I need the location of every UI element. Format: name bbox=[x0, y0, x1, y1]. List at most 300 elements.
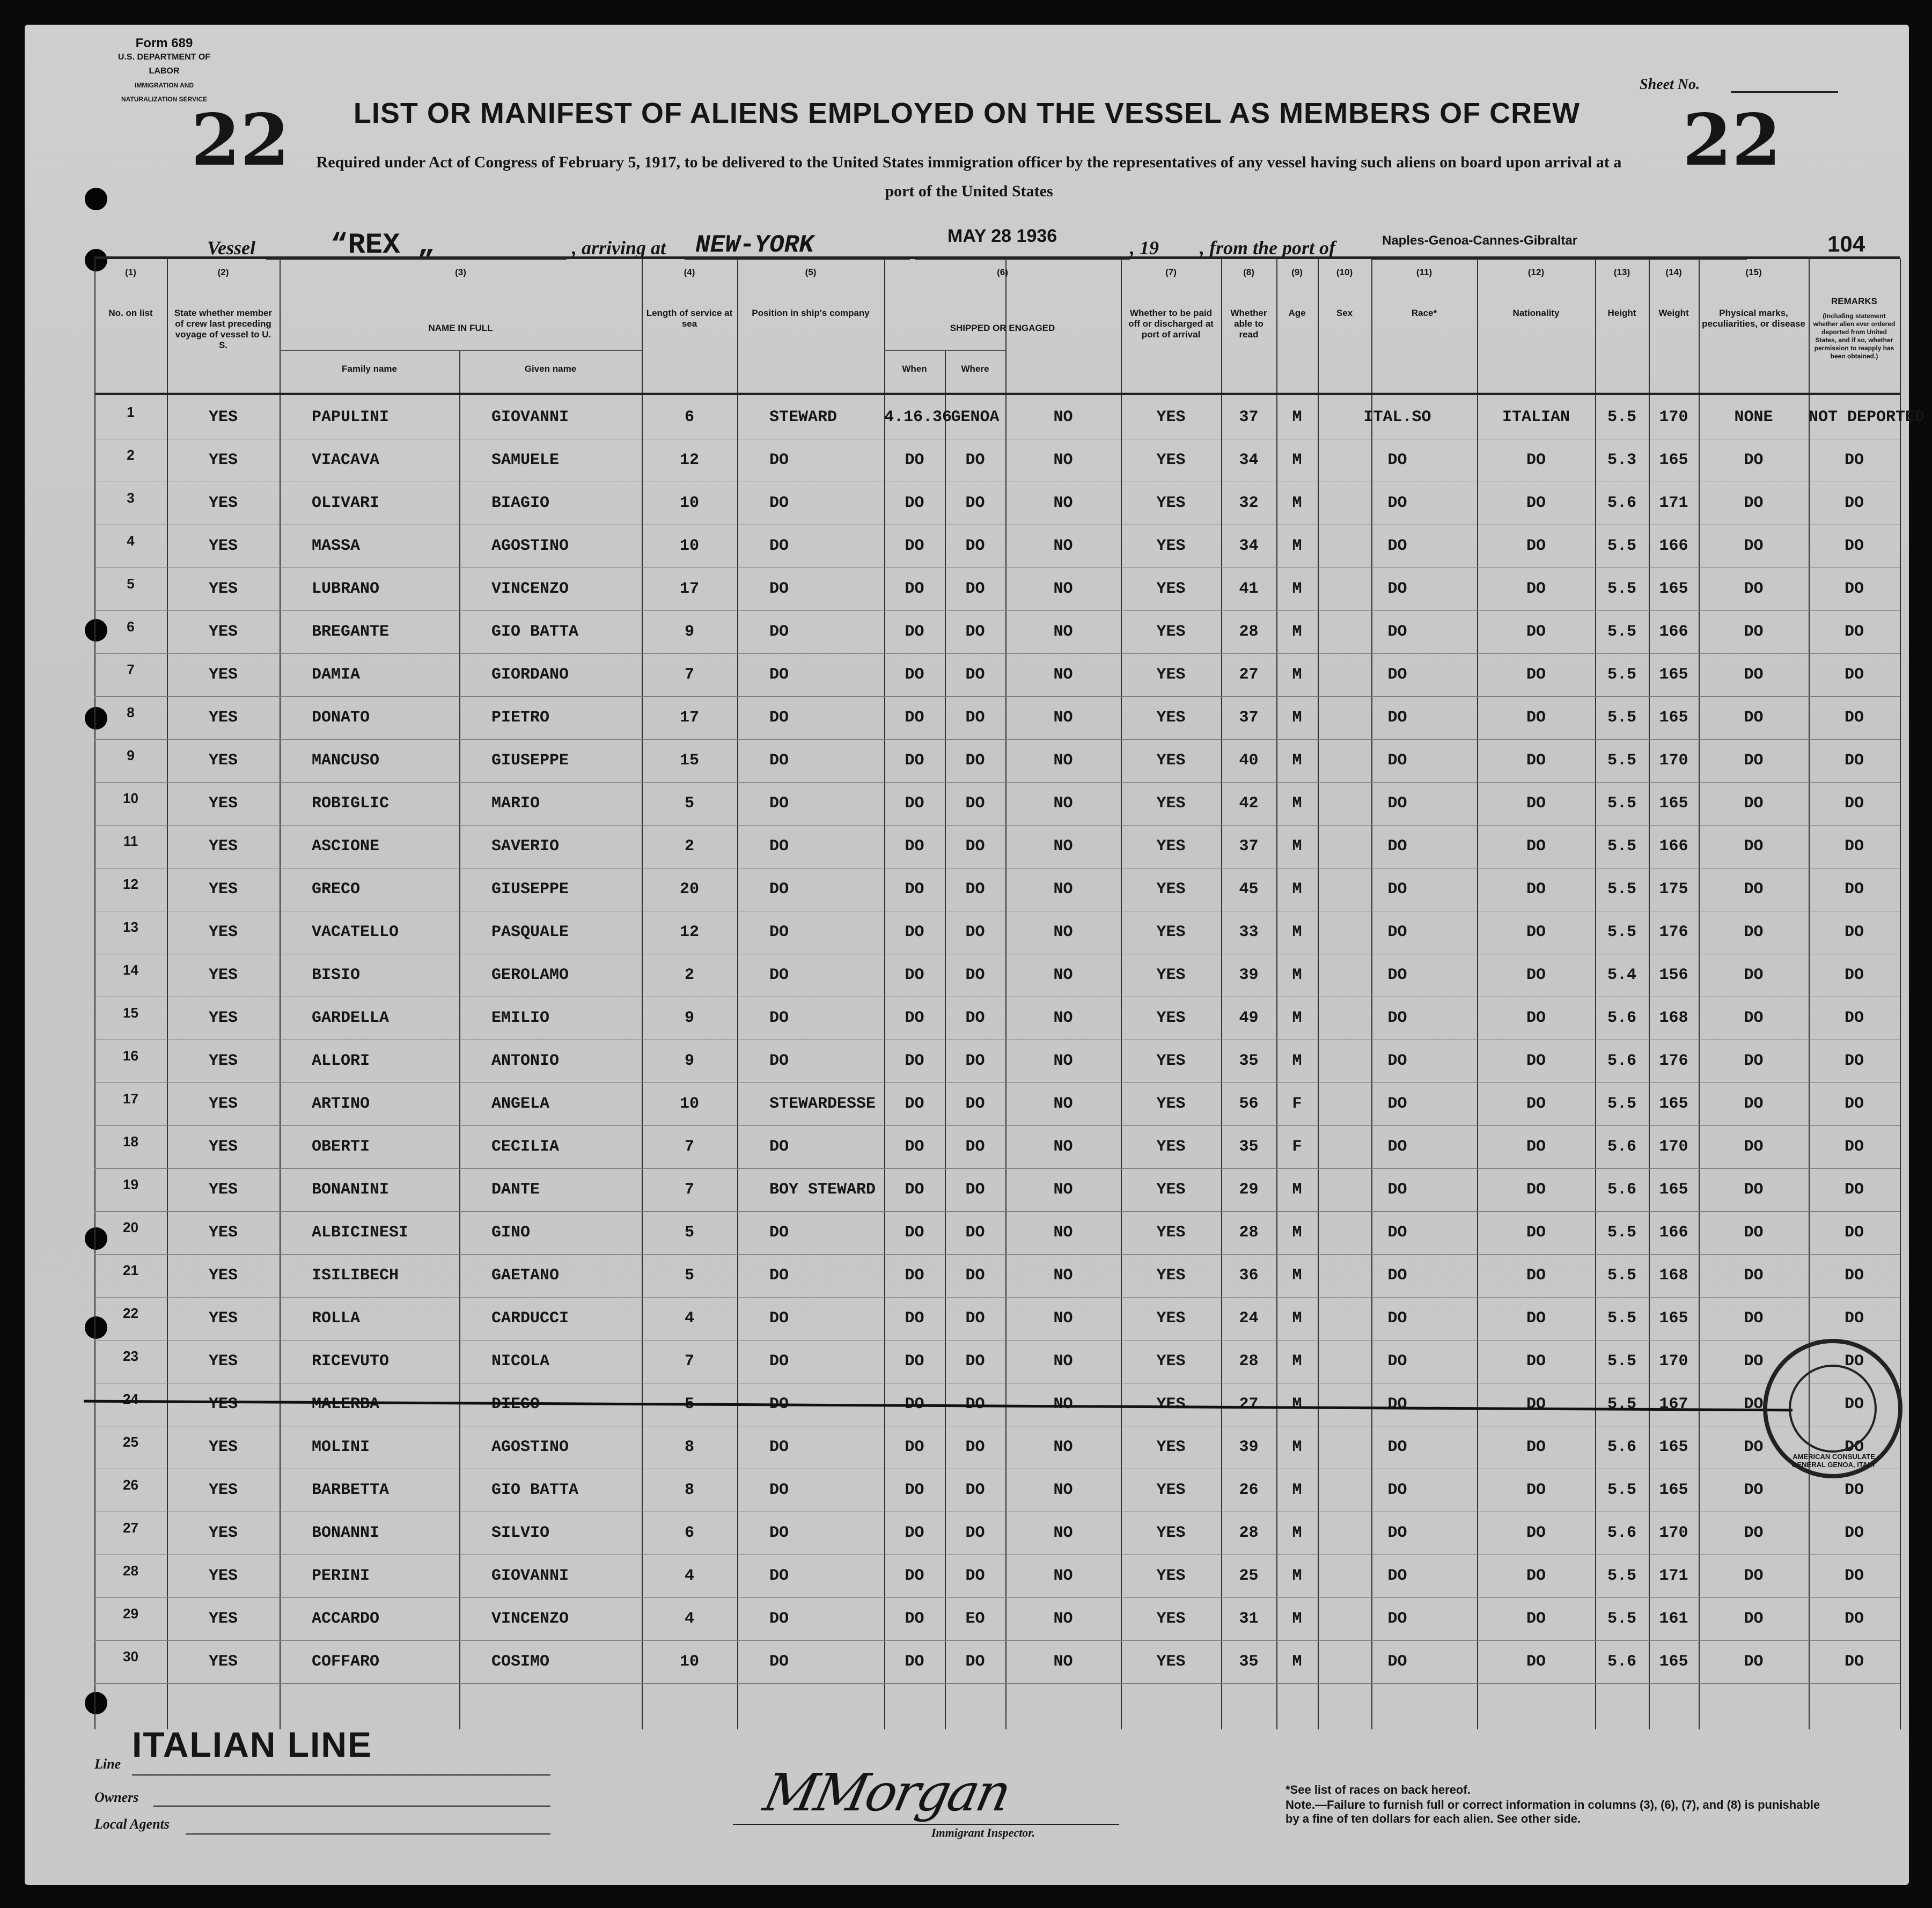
paid-off: NO bbox=[1053, 709, 1073, 727]
sex: M bbox=[1292, 837, 1302, 856]
manifest-sheet bbox=[25, 25, 1925, 1885]
given-name: VINCENZO bbox=[491, 580, 569, 598]
height: 5.5 bbox=[1607, 666, 1636, 684]
family-name: MALERBA bbox=[312, 1395, 380, 1413]
table-row bbox=[94, 782, 1900, 825]
table-row bbox=[94, 1383, 1900, 1426]
paid-off: NO bbox=[1053, 1224, 1073, 1242]
position: DO bbox=[769, 752, 789, 770]
service-length: 8 bbox=[684, 1438, 694, 1456]
age: 45 bbox=[1239, 880, 1259, 898]
vessel-label: Vessel bbox=[207, 237, 255, 259]
height: 5.5 bbox=[1607, 537, 1636, 555]
shipped-where: DO bbox=[965, 709, 985, 727]
given-name: GINO bbox=[491, 1224, 531, 1242]
header-bottom-rule bbox=[94, 393, 1900, 395]
given-name: AGOSTINO bbox=[491, 1438, 569, 1456]
race: DO bbox=[1387, 1395, 1407, 1413]
row-number: 28 bbox=[123, 1563, 138, 1579]
position: DO bbox=[769, 794, 789, 813]
year-label: , 19 bbox=[1130, 237, 1159, 259]
paid-off: NO bbox=[1053, 580, 1073, 598]
sex: M bbox=[1292, 1438, 1302, 1456]
sex: M bbox=[1292, 709, 1302, 727]
physical-marks: DO bbox=[1744, 1052, 1764, 1070]
remarks: DO bbox=[1844, 1181, 1864, 1199]
paid-off: NO bbox=[1053, 880, 1073, 898]
position: DO bbox=[769, 880, 789, 898]
shipped-where: DO bbox=[965, 1009, 985, 1027]
race: DO bbox=[1387, 837, 1407, 856]
eagle-seal-icon bbox=[1789, 1365, 1877, 1453]
position: DO bbox=[769, 1524, 789, 1542]
service-length: 2 bbox=[684, 966, 694, 984]
shipped-where: DO bbox=[965, 1524, 985, 1542]
sex: M bbox=[1292, 1224, 1302, 1242]
service-length: 6 bbox=[684, 1524, 694, 1542]
prior-voyage: YES bbox=[208, 666, 238, 684]
position: DO bbox=[769, 1438, 789, 1456]
height: 5.5 bbox=[1607, 1309, 1636, 1328]
sex: M bbox=[1292, 1610, 1302, 1628]
physical-marks: DO bbox=[1744, 494, 1764, 512]
age: 31 bbox=[1239, 1610, 1259, 1628]
sex: F bbox=[1292, 1138, 1302, 1156]
shipped-when: DO bbox=[905, 752, 924, 770]
column-number: (15) bbox=[1745, 267, 1762, 277]
weight: 170 bbox=[1659, 752, 1688, 770]
subtitle: Required under Act of Congress of February 5, 1917, to be delivered to the United States immigration officer by the representatives of any vessel having such aliens on board upon arrival at a port of the United States bbox=[316, 153, 1622, 200]
position: DO bbox=[769, 923, 789, 941]
height: 5.5 bbox=[1607, 580, 1636, 598]
column-number: (8) bbox=[1243, 267, 1254, 277]
sex: M bbox=[1292, 1352, 1302, 1371]
physical-marks: DO bbox=[1744, 580, 1764, 598]
paid-off: NO bbox=[1053, 1352, 1073, 1371]
nationality: DO bbox=[1526, 1224, 1546, 1242]
family-name: LUBRANO bbox=[312, 580, 380, 598]
age: 35 bbox=[1239, 1052, 1259, 1070]
prior-voyage: YES bbox=[208, 1309, 238, 1328]
given-name: PIETRO bbox=[491, 709, 550, 727]
column-divider bbox=[1900, 259, 1901, 1729]
nationality: DO bbox=[1526, 623, 1546, 641]
sex: M bbox=[1292, 451, 1302, 469]
line-underline bbox=[132, 1774, 550, 1776]
height: 5.5 bbox=[1607, 794, 1636, 813]
position: DO bbox=[769, 537, 789, 555]
remarks: DO bbox=[1844, 1052, 1864, 1070]
prior-voyage: YES bbox=[208, 709, 238, 727]
from-port: Naples-Genoa-Cannes-Gibraltar bbox=[1382, 233, 1578, 248]
column-number: (1) bbox=[125, 267, 136, 277]
column-header: No. on list bbox=[108, 308, 153, 318]
shipped-when: DO bbox=[905, 1009, 924, 1027]
position: DO bbox=[769, 837, 789, 856]
weight: 171 bbox=[1659, 494, 1688, 512]
family-name: GARDELLA bbox=[312, 1009, 390, 1027]
physical-marks: DO bbox=[1744, 1266, 1764, 1285]
row-number: 14 bbox=[123, 962, 138, 978]
table-row bbox=[94, 1125, 1900, 1168]
physical-marks: DO bbox=[1744, 451, 1764, 469]
column-header: Weight bbox=[1658, 308, 1689, 318]
service-length: 15 bbox=[679, 752, 699, 770]
sex: M bbox=[1292, 1653, 1302, 1671]
position: DO bbox=[769, 494, 789, 512]
height: 5.5 bbox=[1607, 1481, 1636, 1499]
height: 5.4 bbox=[1607, 966, 1636, 984]
weight: 166 bbox=[1659, 537, 1688, 555]
shipped-when: DO bbox=[905, 1524, 924, 1542]
nationality: DO bbox=[1526, 1481, 1546, 1499]
paid-off: NO bbox=[1053, 1567, 1073, 1585]
nationality: DO bbox=[1526, 1138, 1546, 1156]
weight: 166 bbox=[1659, 623, 1688, 641]
shipped-when: DO bbox=[905, 1138, 924, 1156]
subheader-rule bbox=[884, 350, 1005, 351]
remarks: DO bbox=[1844, 1653, 1864, 1671]
physical-marks: DO bbox=[1744, 923, 1764, 941]
position: DO bbox=[769, 1009, 789, 1027]
table-row bbox=[94, 954, 1900, 997]
height: 5.6 bbox=[1607, 1052, 1636, 1070]
weight: 165 bbox=[1659, 1181, 1688, 1199]
nationality: DO bbox=[1526, 923, 1546, 941]
nationality: DO bbox=[1526, 1309, 1546, 1328]
race: DO bbox=[1387, 880, 1407, 898]
race: DO bbox=[1387, 1481, 1407, 1499]
race: DO bbox=[1387, 1653, 1407, 1671]
race: DO bbox=[1387, 1524, 1407, 1542]
age: 34 bbox=[1239, 537, 1259, 555]
physical-marks: DO bbox=[1744, 1224, 1764, 1242]
race: DO bbox=[1387, 623, 1407, 641]
table-row bbox=[94, 1040, 1900, 1082]
race: DO bbox=[1387, 1309, 1407, 1328]
able-to-read: YES bbox=[1156, 1567, 1186, 1585]
nationality: DO bbox=[1526, 666, 1546, 684]
shipped-when: DO bbox=[905, 1052, 924, 1070]
prior-voyage: YES bbox=[208, 537, 238, 555]
weight: 176 bbox=[1659, 923, 1688, 941]
remarks: DO bbox=[1844, 1395, 1864, 1413]
age: 41 bbox=[1239, 580, 1259, 598]
column-number: (14) bbox=[1665, 267, 1682, 277]
race: DO bbox=[1387, 794, 1407, 813]
position: DO bbox=[769, 623, 789, 641]
paid-off: NO bbox=[1053, 666, 1073, 684]
column-number: (5) bbox=[805, 267, 817, 277]
row-number: 13 bbox=[123, 919, 138, 935]
shipped-when: DO bbox=[905, 1266, 924, 1285]
height: 5.5 bbox=[1607, 709, 1636, 727]
column-header: NAME IN FULL bbox=[428, 323, 493, 333]
given-name: NICOLA bbox=[491, 1352, 550, 1371]
paid-off: NO bbox=[1053, 408, 1073, 426]
row-number: 23 bbox=[123, 1348, 138, 1364]
family-name: BONANNI bbox=[312, 1524, 380, 1542]
race: DO bbox=[1387, 1181, 1407, 1199]
race: DO bbox=[1387, 537, 1407, 555]
shipped-when: DO bbox=[905, 451, 924, 469]
age: 37 bbox=[1239, 408, 1259, 426]
remarks: DO bbox=[1844, 923, 1864, 941]
service-length: 9 bbox=[684, 623, 694, 641]
service-length: 7 bbox=[684, 1352, 694, 1371]
service-length: 10 bbox=[679, 1095, 699, 1113]
paid-off: NO bbox=[1053, 494, 1073, 512]
shipped-where: DO bbox=[965, 666, 985, 684]
table-row bbox=[94, 525, 1900, 568]
prior-voyage: YES bbox=[208, 880, 238, 898]
shipped-when: DO bbox=[905, 580, 924, 598]
column-header: SHIPPED OR ENGAGED bbox=[950, 323, 1055, 333]
paid-off: NO bbox=[1053, 1266, 1073, 1285]
position: DO bbox=[769, 966, 789, 984]
remarks: DO bbox=[1844, 1309, 1864, 1328]
service-length: 17 bbox=[679, 709, 699, 727]
prior-voyage: YES bbox=[208, 1224, 238, 1242]
family-name: MANCUSO bbox=[312, 752, 380, 770]
remarks: DO bbox=[1844, 494, 1864, 512]
row-number: 4 bbox=[127, 533, 135, 549]
position: DO bbox=[769, 1395, 789, 1413]
weight: 165 bbox=[1659, 580, 1688, 598]
sheet-number-left: 22 bbox=[191, 99, 290, 182]
shipped-where: DO bbox=[965, 451, 985, 469]
sex: F bbox=[1292, 1095, 1302, 1113]
prior-voyage: YES bbox=[208, 752, 238, 770]
nationality: DO bbox=[1526, 1266, 1546, 1285]
race: DO bbox=[1387, 923, 1407, 941]
given-name: GIOVANNI bbox=[491, 408, 569, 426]
height: 5.5 bbox=[1607, 923, 1636, 941]
shipped-where: DO bbox=[965, 1266, 985, 1285]
vessel-name: “REX „ bbox=[330, 229, 435, 262]
given-name: GIUSEPPE bbox=[491, 752, 569, 770]
sex: M bbox=[1292, 1009, 1302, 1027]
shipped-when: DO bbox=[905, 1181, 924, 1199]
row-number: 19 bbox=[123, 1176, 138, 1192]
subheader-family-name: Family name bbox=[342, 364, 397, 374]
able-to-read: YES bbox=[1156, 1653, 1186, 1671]
age: 29 bbox=[1239, 1181, 1259, 1199]
sex: M bbox=[1292, 1052, 1302, 1070]
remarks: DO bbox=[1844, 1224, 1864, 1242]
age: 27 bbox=[1239, 666, 1259, 684]
race: DO bbox=[1387, 1610, 1407, 1628]
paid-off: NO bbox=[1053, 1309, 1073, 1328]
crew-manifest-table bbox=[94, 259, 1925, 1729]
given-name: BIAGIO bbox=[491, 494, 550, 512]
physical-marks: DO bbox=[1744, 1138, 1764, 1156]
sex: M bbox=[1292, 623, 1302, 641]
prior-voyage: YES bbox=[208, 1524, 238, 1542]
family-name: ACCARDO bbox=[312, 1610, 380, 1628]
given-name: EMILIO bbox=[491, 1009, 550, 1027]
column-number: (6) bbox=[997, 267, 1008, 277]
row-number: 29 bbox=[123, 1605, 138, 1622]
nationality: DO bbox=[1526, 794, 1546, 813]
height: 5.3 bbox=[1607, 451, 1636, 469]
shipped-where: DO bbox=[965, 1181, 985, 1199]
age: 28 bbox=[1239, 1352, 1259, 1371]
family-name: RICEVUTO bbox=[312, 1352, 390, 1371]
nationality: DO bbox=[1526, 1395, 1546, 1413]
nationality: DO bbox=[1526, 709, 1546, 727]
remarks: DO bbox=[1844, 580, 1864, 598]
weight: 165 bbox=[1659, 1438, 1688, 1456]
shipped-when: DO bbox=[905, 623, 924, 641]
age: 37 bbox=[1239, 709, 1259, 727]
family-name: MOLINI bbox=[312, 1438, 370, 1456]
shipped-where: DO bbox=[965, 794, 985, 813]
weight: 170 bbox=[1659, 408, 1688, 426]
shipped-where: DO bbox=[965, 494, 985, 512]
table-row bbox=[94, 868, 1900, 911]
column-number: (11) bbox=[1416, 267, 1433, 277]
given-name: SILVIO bbox=[491, 1524, 550, 1542]
shipped-when: DO bbox=[905, 494, 924, 512]
shipped-when: DO bbox=[905, 966, 924, 984]
shipped-when: DO bbox=[905, 1610, 924, 1628]
table-row bbox=[94, 739, 1900, 782]
height: 5.5 bbox=[1607, 1610, 1636, 1628]
able-to-read: YES bbox=[1156, 1309, 1186, 1328]
table-row bbox=[94, 610, 1900, 653]
prior-voyage: YES bbox=[208, 794, 238, 813]
physical-marks: NONE bbox=[1734, 408, 1773, 426]
able-to-read: YES bbox=[1156, 494, 1186, 512]
shipped-where: EO bbox=[965, 1610, 985, 1628]
column-header: Position in ship's company bbox=[752, 308, 870, 318]
family-name: BISIO bbox=[312, 966, 361, 984]
nationality: ITALIAN bbox=[1502, 408, 1570, 426]
page-title: LIST OR MANIFEST OF ALIENS EMPLOYED ON THE VESSEL AS MEMBERS OF CREW bbox=[353, 97, 1581, 129]
given-name: GIUSEPPE bbox=[491, 880, 569, 898]
column-number: (12) bbox=[1527, 267, 1545, 277]
prior-voyage: YES bbox=[208, 1266, 238, 1285]
nationality: DO bbox=[1526, 966, 1546, 984]
family-name: BREGANTE bbox=[312, 623, 390, 641]
column-header: Whether to be paid off or discharged at port of arrival bbox=[1128, 308, 1214, 340]
subheader-when: When bbox=[902, 364, 927, 374]
race: DO bbox=[1387, 1009, 1407, 1027]
weight: 166 bbox=[1659, 837, 1688, 856]
shipped-when: DO bbox=[905, 880, 924, 898]
nationality: DO bbox=[1526, 1052, 1546, 1070]
shipped-where: DO bbox=[965, 923, 985, 941]
able-to-read: YES bbox=[1156, 1266, 1186, 1285]
age: 27 bbox=[1239, 1395, 1259, 1413]
height: 5.6 bbox=[1607, 1181, 1636, 1199]
able-to-read: YES bbox=[1156, 1524, 1186, 1542]
arrival-date: MAY 28 1936 bbox=[947, 226, 1057, 246]
shipped-when: DO bbox=[905, 923, 924, 941]
given-name: COSIMO bbox=[491, 1653, 550, 1671]
position: DO bbox=[769, 1266, 789, 1285]
sex: M bbox=[1292, 1309, 1302, 1328]
sex: M bbox=[1292, 1181, 1302, 1199]
given-name: PASQUALE bbox=[491, 923, 569, 941]
row-number: 20 bbox=[123, 1219, 138, 1235]
row-number: 30 bbox=[123, 1648, 138, 1664]
weight: 165 bbox=[1659, 1653, 1688, 1671]
race: DO bbox=[1387, 666, 1407, 684]
table-row bbox=[94, 997, 1900, 1040]
age: 39 bbox=[1239, 966, 1259, 984]
line-label: Line bbox=[94, 1756, 121, 1772]
weight: 167 bbox=[1659, 1395, 1688, 1413]
shipped-when: DO bbox=[905, 794, 924, 813]
height: 5.5 bbox=[1607, 1266, 1636, 1285]
paid-off: NO bbox=[1053, 1610, 1073, 1628]
service-length: 7 bbox=[684, 1138, 694, 1156]
paid-off: NO bbox=[1053, 451, 1073, 469]
given-name: SAVERIO bbox=[491, 837, 560, 856]
family-name: BARBETTA bbox=[312, 1481, 390, 1499]
shipped-when: DO bbox=[905, 1352, 924, 1371]
service-length: 4 bbox=[684, 1567, 694, 1585]
given-name: GIO BATTA bbox=[491, 623, 579, 641]
weight: 170 bbox=[1659, 1352, 1688, 1371]
shipped-when: DO bbox=[905, 1095, 924, 1113]
physical-marks: DO bbox=[1744, 966, 1764, 984]
weight: 168 bbox=[1659, 1009, 1688, 1027]
race: DO bbox=[1387, 966, 1407, 984]
given-name: DANTE bbox=[491, 1181, 540, 1199]
weight: 165 bbox=[1659, 1095, 1688, 1113]
service-length: 4 bbox=[684, 1309, 694, 1328]
prior-voyage: YES bbox=[208, 1138, 238, 1156]
position: DO bbox=[769, 1653, 789, 1671]
column-header: REMARKS bbox=[1831, 296, 1877, 306]
age: 28 bbox=[1239, 623, 1259, 641]
remarks: DO bbox=[1844, 1481, 1864, 1499]
weight: 170 bbox=[1659, 1524, 1688, 1542]
given-name: ANGELA bbox=[491, 1095, 550, 1113]
position: DO bbox=[769, 1481, 789, 1499]
race: DO bbox=[1387, 1095, 1407, 1113]
prior-voyage: YES bbox=[208, 1352, 238, 1371]
age: 26 bbox=[1239, 1481, 1259, 1499]
penalty-note: Note.—Failure to furnish full or correct information in columns (3), (6), (7), and (8) is punishable by a fine of ten dollars for each alien. See other side. bbox=[1285, 1798, 1820, 1825]
row-rule bbox=[94, 1683, 1900, 1684]
shipped-when: DO bbox=[905, 1481, 924, 1499]
prior-voyage: YES bbox=[208, 494, 238, 512]
height: 5.5 bbox=[1607, 408, 1636, 426]
given-name: VINCENZO bbox=[491, 1610, 569, 1628]
column-number: (10) bbox=[1336, 267, 1353, 277]
physical-marks: DO bbox=[1744, 666, 1764, 684]
race: DO bbox=[1387, 580, 1407, 598]
remarks: DO bbox=[1844, 794, 1864, 813]
column-header: Height bbox=[1607, 308, 1636, 318]
physical-marks: DO bbox=[1744, 1395, 1764, 1413]
table-row bbox=[94, 1597, 1900, 1640]
shipped-where: DO bbox=[965, 1309, 985, 1328]
table-row bbox=[94, 1211, 1900, 1254]
inspector-underline bbox=[733, 1824, 1119, 1825]
family-name: ISILIBECH bbox=[312, 1266, 399, 1285]
able-to-read: YES bbox=[1156, 1095, 1186, 1113]
position: DO bbox=[769, 1567, 789, 1585]
service-length: 10 bbox=[679, 537, 699, 555]
shipped-where: DO bbox=[965, 880, 985, 898]
age: 56 bbox=[1239, 1095, 1259, 1113]
weight: 156 bbox=[1659, 966, 1688, 984]
